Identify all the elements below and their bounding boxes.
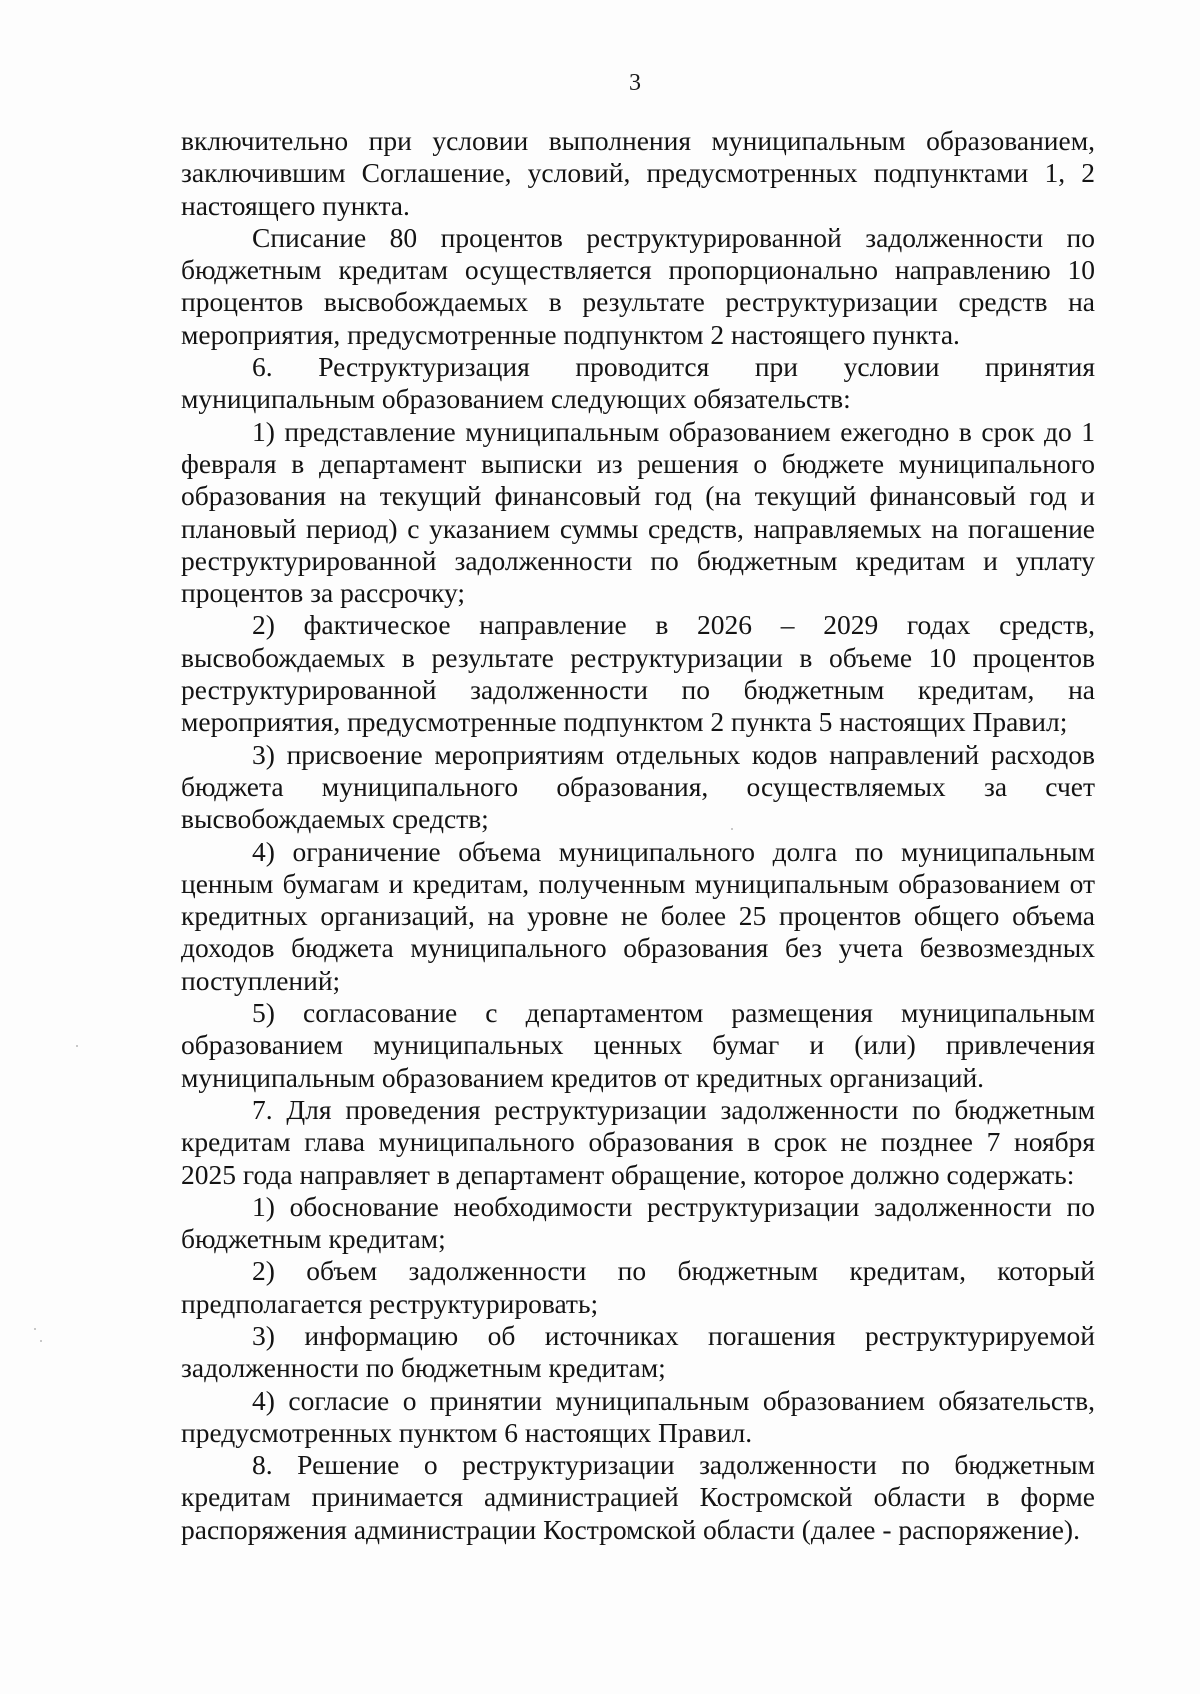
paragraph-item-8: 8. Решение о реструктуризации задолженности по бюджетным кредитам принимается администрацией Костромской области в форме распоряжения администрации Костромской области (далее - распоряжение). <box>181 1449 1095 1545</box>
paragraph-item-6-2: 2) фактическое направление в 2026 – 2029 годах средств, высвобождаемых в результате реструктуризации в объеме 10 процентов реструктурированной задолженности по бюджетным кредитам, на мероприятия, предусмотренные подпунктом 2 пункта 5 настоящих Правил; <box>181 609 1095 738</box>
scan-speck <box>731 828 733 830</box>
scan-speck <box>40 1340 42 1342</box>
paragraph-item-6-4: 4) ограничение объема муниципального долга по муниципальным ценным бумагам и кредитам, полученным муниципальным образованием от кредитных организаций, на уровне не более 25 процентов общего объема доходов бюджета муниципального образования без учета безвозмездных поступлений; <box>181 835 1095 996</box>
paragraph-continuation: включительно при условии выполнения муниципальным образованием, заключившим Соглашение, условий, предусмотренных подпунктами 1, 2 настоящего пункта. <box>181 125 1095 221</box>
paragraph-item-7-3: 3) информацию об источниках погашения реструктурируемой задолженности по бюджетным кредитам; <box>181 1319 1095 1384</box>
paragraph-item-6-1: 1) представление муниципальным образованием ежегодно в срок до 1 февраля в департамент выписки из решения о бюджете муниципального образования на текущий финансовый год (на текущий финансовый год и плановый период) с указанием суммы средств, направляемых на погашение реструктурированной задолженности по бюджетным кредитам и уплату процентов за рассрочку; <box>181 415 1095 609</box>
scan-speck <box>76 1045 78 1047</box>
paragraph-item-7-2: 2) объем задолженности по бюджетным кредитам, который предполагается реструктурировать; <box>181 1255 1095 1319</box>
scan-speck <box>34 1328 36 1330</box>
paragraph-item-6-3: 3) присвоение мероприятиям отдельных кодов направлений расходов бюджета муниципального образования, осуществляемых за счет высвобождаемых средств; <box>181 738 1095 835</box>
paragraph-item-7-4: 4) согласие о принятии муниципальным образованием обязательств, предусмотренных пунктом 6 настоящих Правил. <box>181 1384 1095 1448</box>
paragraph-item-6: 6. Реструктуризация проводится при условии принятия муниципальным образованием следующих обязательств: <box>181 351 1095 415</box>
paragraph-item-6-5: 5) согласование с департаментом размещения муниципальным образованием муниципальных ценных бумаг и (или) привлечения муниципальным образованием кредитов от кредитных организаций. <box>181 997 1095 1093</box>
paragraph-write-off: Списание 80 процентов реструктурированной задолженности по бюджетным кредитам осуществляется пропорционально направлению 10 процентов высвобождаемых в результате реструктуризации средств на мероприятия, предусмотренные подпунктом 2 настоящего пункта. <box>181 221 1095 350</box>
paragraph-item-7-1: 1) обоснование необходимости реструктуризации задолженности по бюджетным кредитам; <box>181 1190 1095 1255</box>
page-number: 3 <box>629 70 641 96</box>
document-body <box>181 125 1095 1546</box>
paragraph-item-7: 7. Для проведения реструктуризации задолженности по бюджетным кредитам глава муниципального образования в срок не позднее 7 ноября 2025 года направляет в департамент обращение, которое должно содержать: <box>181 1093 1095 1190</box>
